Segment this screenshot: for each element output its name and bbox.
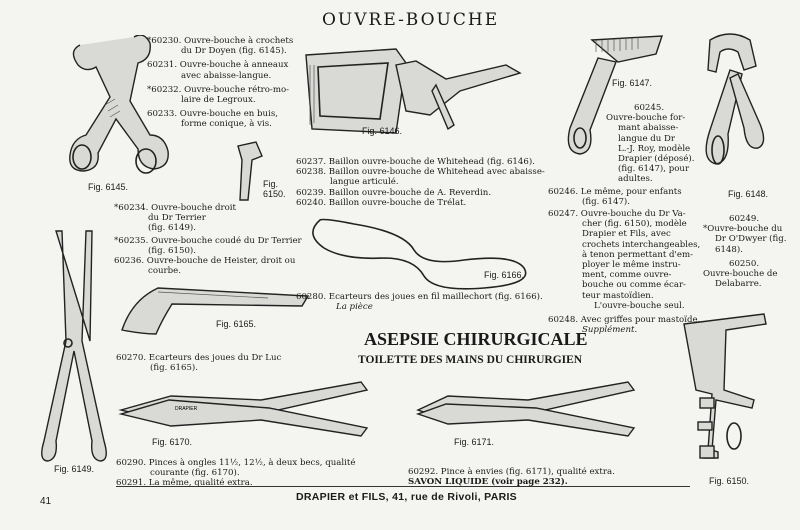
text-line: forme conique, à vis. <box>181 119 272 130</box>
section-heading: ASEPSIE CHIRURGICALE <box>364 329 588 349</box>
text-line: avec abaisse-langue. <box>181 70 272 81</box>
ecarteur-6166-text <box>296 292 546 312</box>
figure-label: Fig. 6147. <box>612 78 653 88</box>
text-line: courante (fig. 6170). <box>150 468 240 479</box>
text-line: Drapier et Fils, avec <box>582 229 671 240</box>
left-top-descriptions <box>147 36 294 130</box>
text-line: 60250. <box>729 258 760 269</box>
text-line: 60249. <box>729 214 760 224</box>
figure-label: Fig. 6148. <box>728 189 769 199</box>
text-line: *60232. Ouvre-bouche rétro-mo- <box>147 84 290 95</box>
text-line: crochets interchangeables, <box>582 239 701 250</box>
footer-rule <box>116 486 690 487</box>
figure-6150-large-illustration <box>680 310 776 480</box>
pince-envies-text <box>408 467 668 487</box>
text-line: ployer le même instru- <box>582 260 681 271</box>
right-mid-descriptions <box>548 103 701 336</box>
figure-label: Fig. 6166. <box>484 270 525 280</box>
text-line: 60246. Le même, pour enfants <box>548 186 682 197</box>
page-number: 41 <box>40 496 52 507</box>
text-line: Ouvre-bouche de <box>703 269 778 280</box>
text-line: Drapier (déposé). <box>618 154 695 165</box>
engraving-mark: DRAPIER <box>175 406 198 412</box>
text-line: mant abaisse- <box>618 123 679 134</box>
text-line: *60234. Ouvre-bouche droit <box>114 203 236 213</box>
text-line: *60235. Ouvre-bouche coudé du Dr Terrier <box>114 235 302 246</box>
section-subheading: TOILETTE DES MAINS DU CHIRURGIEN <box>358 354 583 366</box>
text-line: 60240. Baillon ouvre-bouche de Trélat. <box>296 197 467 208</box>
figure-label: Fig. 6146. <box>362 126 403 136</box>
text-line: 60247. Ouvre-bouche du Dr Va- <box>548 209 686 220</box>
figure-6149-illustration <box>28 225 108 465</box>
text-line: 60233. Ouvre-bouche en buis, <box>147 109 278 120</box>
figure-label: Fig. 6150. <box>709 476 750 486</box>
text-line: langue du Dr <box>618 133 676 144</box>
text-line: 60248. Avec griffes pour mastoïde. <box>548 315 701 326</box>
text-line: 60238. Baillon ouvre-bouche de Whitehead avec abaisse- <box>296 167 545 178</box>
far-right-descriptions <box>703 214 799 289</box>
text-line: ment, comme ouvre- <box>582 270 672 281</box>
text-line: SAVON LIQUIDE (voir page 232). <box>408 477 568 488</box>
text-line: 6148). <box>715 244 743 255</box>
publisher-line: DRAPIER et FILS, 41, rue de Rivoli, PARIS <box>296 491 517 503</box>
text-line: adultes. <box>618 174 653 185</box>
text-line: 60291. La même, qualité extra. <box>116 478 253 489</box>
text-line: L'ouvre-bouche seul. <box>594 300 685 311</box>
figure-6148-illustration <box>690 30 782 190</box>
text-line: (fig. 6147), pour <box>618 164 690 175</box>
text-line: 60292. Pince à envies (fig. 6171), qualité extra. <box>408 467 615 477</box>
text-line: Dr O'Dwyer (fig. <box>715 234 787 245</box>
figure-label <box>263 179 293 199</box>
text-line: du Dr Doyen (fig. 6145). <box>181 46 287 57</box>
text-line: (fig. 6149). <box>148 223 197 234</box>
figure-label: Fig. 6170. <box>152 437 193 447</box>
left-mid-descriptions <box>114 203 302 277</box>
text-line: 60236. Ouvre-bouche de Heister, droit ou <box>114 256 296 267</box>
page-title: OUVRE-BOUCHE <box>322 10 500 30</box>
text-line: Supplément. <box>582 325 638 336</box>
text-line: bouche ou comme écar- <box>582 280 686 291</box>
text-line: courbe. <box>148 266 181 277</box>
text-line: L.-J. Roy, modèle <box>618 143 691 154</box>
figure-6146-illustration <box>296 35 528 147</box>
text-line: langue articulé. <box>330 177 399 188</box>
text-line: Delabarre. <box>715 279 762 290</box>
figure-label: Fig. 6171. <box>454 437 495 447</box>
figure-label: Fig. 6149. <box>54 464 95 474</box>
text-line: 60245. <box>634 103 665 113</box>
text-line: La pièce <box>336 302 373 313</box>
figure-label-text: Fig. 6150. <box>263 179 286 199</box>
text-line: du Dr Terrier <box>148 213 206 224</box>
text-line: *60230. Ouvre-bouche à crochets <box>147 36 294 46</box>
pinces-text <box>116 458 416 489</box>
text-line: *Ouvre-bouche du <box>703 224 783 235</box>
text-line: teur mastoïdien. <box>582 290 654 301</box>
text-line: (fig. 6165). <box>150 363 199 374</box>
text-line: 60231. Ouvre-bouche à anneaux <box>147 60 289 71</box>
text-line: cher (fig. 6150), modèle <box>582 219 687 230</box>
figure-6170-illustration <box>115 380 371 440</box>
figure-label: Fig. 6145. <box>88 182 129 192</box>
text-line: 60290. Pinces à ongles 11½, 12½, à deux becs, qualité <box>116 458 356 468</box>
text-line: 60237. Baillon ouvre-bouche de Whitehead (fig. 6146). <box>296 157 535 167</box>
figure-label: Fig. 6165. <box>216 319 257 329</box>
text-line: (fig. 6150). <box>148 245 197 256</box>
text-line: (fig. 6147). <box>582 196 631 207</box>
text-line: à tenon permettant d'em- <box>582 249 694 260</box>
text-line: 60270. Ecarteurs des joues du Dr Luc <box>116 353 282 363</box>
text-line: 60280. Ecarteurs des joues en fil maillechort (fig. 6166). <box>296 292 543 302</box>
text-line: laire de Legroux. <box>181 95 256 106</box>
text-line: Ouvre-bouche for- <box>606 113 686 124</box>
ecarteur-6165-text <box>116 353 316 373</box>
text-line: 60239. Baillon ouvre-bouche de A. Reverdin. <box>296 187 492 198</box>
figure-6150-small-illustration <box>228 138 268 206</box>
figure-6165-illustration <box>118 280 310 336</box>
figure-6171-illustration <box>412 380 642 440</box>
